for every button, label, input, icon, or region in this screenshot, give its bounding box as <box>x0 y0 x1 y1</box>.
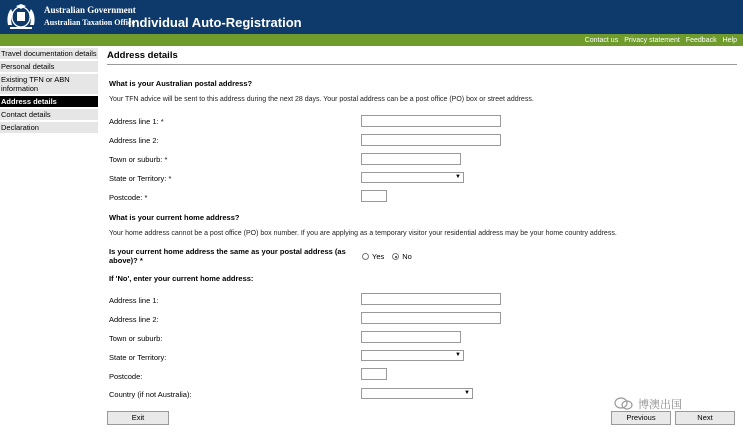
watermark <box>614 396 682 412</box>
sidebar-nav <box>0 48 98 135</box>
postal-address-line1-input[interactable] <box>361 115 501 127</box>
home-line1-label: Address line 1: <box>109 296 159 305</box>
postal-town-input[interactable] <box>361 153 461 165</box>
agency-name: Australian Taxation Office <box>44 18 136 27</box>
postal-postcode-input[interactable] <box>361 190 387 202</box>
dropdown-arrow-icon: ▼ <box>464 390 470 396</box>
sidebar-item-declaration[interactable]: Declaration <box>0 122 98 135</box>
postal-postcode-label: Postcode: * <box>109 193 148 202</box>
home-note: Your home address cannot be a post office (PO) box number. If you are applying as a temporary visitor your residential address may be your home country address. <box>109 230 617 237</box>
home-address-line2-input[interactable] <box>361 312 501 324</box>
help-link[interactable]: Help <box>722 36 737 44</box>
home-state-select[interactable] <box>361 350 464 361</box>
sidebar-item-existing-tfn-abn[interactable]: Existing TFN or ABN information <box>0 74 98 96</box>
home-country-label: Country (if not Australia): <box>109 390 192 399</box>
same-address-question: Is your current home address the same as your postal address (as above)? * <box>109 247 346 265</box>
sidebar-item-contact-details[interactable]: Contact details <box>0 109 98 122</box>
if-no-instruction: If 'No', enter your current home address: <box>109 274 254 283</box>
header-bar <box>0 0 743 34</box>
same-address-radio-group <box>362 252 412 261</box>
government-name: Australian Government <box>44 5 136 15</box>
home-line2-label: Address line 2: <box>109 315 159 324</box>
yes-radio-label: Yes <box>372 252 385 261</box>
wechat-icon <box>614 397 634 411</box>
no-radio[interactable] <box>392 253 399 260</box>
app-title: Individual Auto-Registration <box>128 15 302 30</box>
main-content <box>107 50 737 65</box>
home-postcode-label: Postcode: <box>109 372 143 381</box>
privacy-statement-link[interactable]: Privacy statement <box>624 36 680 44</box>
home-question: What is your current home address? <box>109 213 240 222</box>
page-title: Address details <box>107 50 737 65</box>
sidebar-item-address-details[interactable]: Address details <box>0 96 98 109</box>
postal-question: What is your Australian postal address? <box>109 79 253 88</box>
home-country-select[interactable] <box>361 388 473 399</box>
home-town-label: Town or suburb: <box>109 334 163 343</box>
exit-button[interactable]: Exit <box>107 411 169 425</box>
top-links <box>585 34 737 46</box>
postal-town-label: Town or suburb: * <box>109 155 168 164</box>
postal-line2-label: Address line 2: <box>109 136 159 145</box>
postal-note: Your TFN advice will be sent to this address during the next 28 days. Your postal address can be a post office (PO) box or street address. <box>109 96 534 103</box>
sidebar-item-personal-details[interactable]: Personal details <box>0 61 98 74</box>
home-address-line1-input[interactable] <box>361 293 501 305</box>
feedback-link[interactable]: Feedback <box>685 36 717 44</box>
yes-radio[interactable] <box>362 253 369 260</box>
home-postcode-input[interactable] <box>361 368 387 380</box>
dropdown-arrow-icon: ▼ <box>455 352 461 358</box>
home-town-input[interactable] <box>361 331 461 343</box>
previous-button[interactable]: Previous <box>611 411 671 425</box>
next-button[interactable]: Next <box>675 411 735 425</box>
utility-bar <box>0 34 743 46</box>
contact-us-link[interactable]: Contact us <box>584 36 619 44</box>
postal-state-label: State or Territory: * <box>109 174 172 183</box>
sidebar-item-travel-documentation[interactable]: Travel documentation details <box>0 48 98 61</box>
coat-of-arms-logo <box>4 3 38 31</box>
dropdown-arrow-icon: ▼ <box>455 174 461 180</box>
postal-address-line2-input[interactable] <box>361 134 501 146</box>
watermark-text: 博澳出国 <box>638 399 682 411</box>
no-radio-label: No <box>402 252 412 261</box>
postal-state-select[interactable] <box>361 172 464 183</box>
home-state-label: State or Territory: <box>109 353 167 362</box>
postal-line1-label: Address line 1: * <box>109 117 164 126</box>
